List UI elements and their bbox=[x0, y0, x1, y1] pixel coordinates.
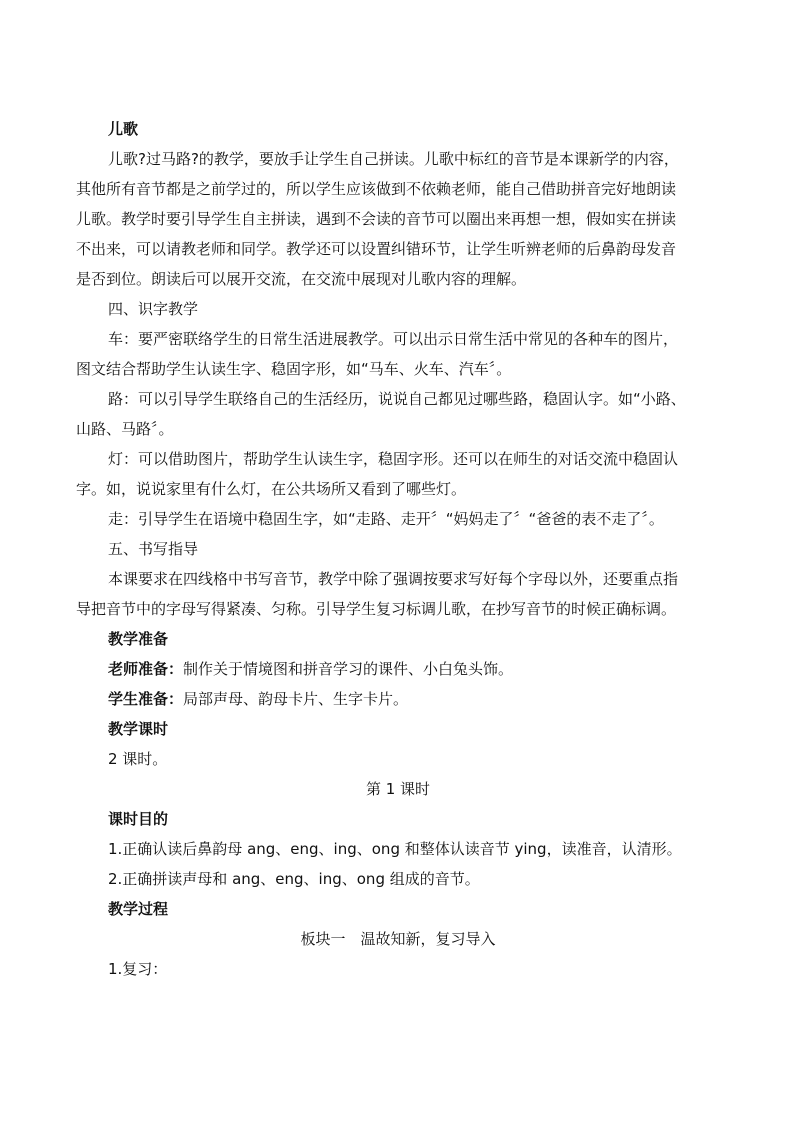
teacher-prep-text: 制作关于情境图和拼音学习的课件、小白兔头饰。 bbox=[183, 660, 514, 678]
student-prep-label: 学生准备： bbox=[108, 690, 184, 708]
paragraph-line: 不出来，可以请教老师和同学。教学还可以设置纠错环节，让学生听辨老师的后鼻韵母发音 bbox=[76, 240, 677, 258]
student-prep-line bbox=[76, 684, 720, 714]
section-heading-erge: 儿歌 bbox=[108, 120, 139, 138]
paragraph-line: 导把音节中的字母写得紧凑、匀称。引导学生复习标调儿歌，在抄写音节的时候正确标调。 bbox=[76, 600, 677, 618]
paragraph-line-che: 车：要严密联络学生的日常生活进展教学。可以出示日常生活中常见的各种车的图片， bbox=[108, 330, 679, 348]
paragraph-line: 本课要求在四线格中书写音节，教学中除了强调按要求写好每个字母以外，还要重点指 bbox=[108, 570, 679, 588]
section-heading-shuxie: 五、书写指导 bbox=[108, 540, 199, 558]
section-heading-goals: 课时目的 bbox=[108, 810, 169, 828]
teacher-prep-line bbox=[76, 654, 720, 684]
lesson-title: 第 1 课时 bbox=[365, 780, 431, 798]
hours-value: 2 课时。 bbox=[108, 750, 168, 768]
paragraph-line-zou: 走：引导学生在语境中稳固生字，如“走路、走开〞“妈妈走了〞“爸爸的表不走了〞。 bbox=[108, 510, 664, 528]
paragraph-line: 儿歌?过马路?的教学，要放手让学生自己拼读。儿歌中标红的音节是本课新学的内容， bbox=[108, 150, 679, 168]
section-heading-process: 教学过程 bbox=[108, 900, 169, 918]
teacher-prep-label: 老师准备： bbox=[108, 660, 184, 678]
paragraph-line-che: 图文结合帮助学生认读生字、稳固字形，如“马车、火车、汽车〞。 bbox=[76, 360, 512, 378]
paragraph-line-deng: 字。如，说说家里有什么灯，在公共场所又看到了哪些灯。 bbox=[76, 480, 467, 498]
step-item: 1.复习： bbox=[108, 960, 168, 978]
document-page bbox=[76, 114, 720, 984]
student-prep-text: 局部声母、韵母卡片、生字卡片。 bbox=[183, 690, 409, 708]
paragraph-line: 其他所有音节都是之前学过的，所以学生应该做到不依赖老师，能自己借助拼音完好地朗读 bbox=[76, 180, 677, 198]
paragraph-line: 儿歌。教学时要引导学生自主拼读，遇到不会读的音节可以圈出来再想一想，假如实在拼读 bbox=[76, 210, 677, 228]
paragraph-line-deng: 灯：可以借助图片，帮助学生认读生字，稳固字形。还可以在师生的对话交流中稳固认 bbox=[108, 450, 679, 468]
section-heading-hours: 教学课时 bbox=[108, 720, 169, 738]
goal-item: 2.正确拼读声母和 ang、eng、ing、ong 组成的音节。 bbox=[108, 870, 480, 888]
paragraph-line: 是否到位。朗读后可以展开交流，在交流中展现对儿歌内容的理解。 bbox=[76, 270, 527, 288]
block-title: 板块一 温故知新，复习导入 bbox=[300, 930, 496, 948]
section-heading-shizi: 四、识字教学 bbox=[108, 300, 199, 318]
paragraph-line-lu: 山路、马路〞。 bbox=[76, 420, 174, 438]
goal-item: 1.正确认读后鼻韵母 ang、eng、ing、ong 和整体认读音节 ying，读准音，认清形。 bbox=[108, 840, 682, 858]
paragraph-line-lu: 路：可以引导学生联络自己的生活经历，说说自己都见过哪些路，稳固认字。如“小路、 bbox=[108, 390, 686, 408]
section-heading-prep: 教学准备 bbox=[108, 630, 169, 648]
